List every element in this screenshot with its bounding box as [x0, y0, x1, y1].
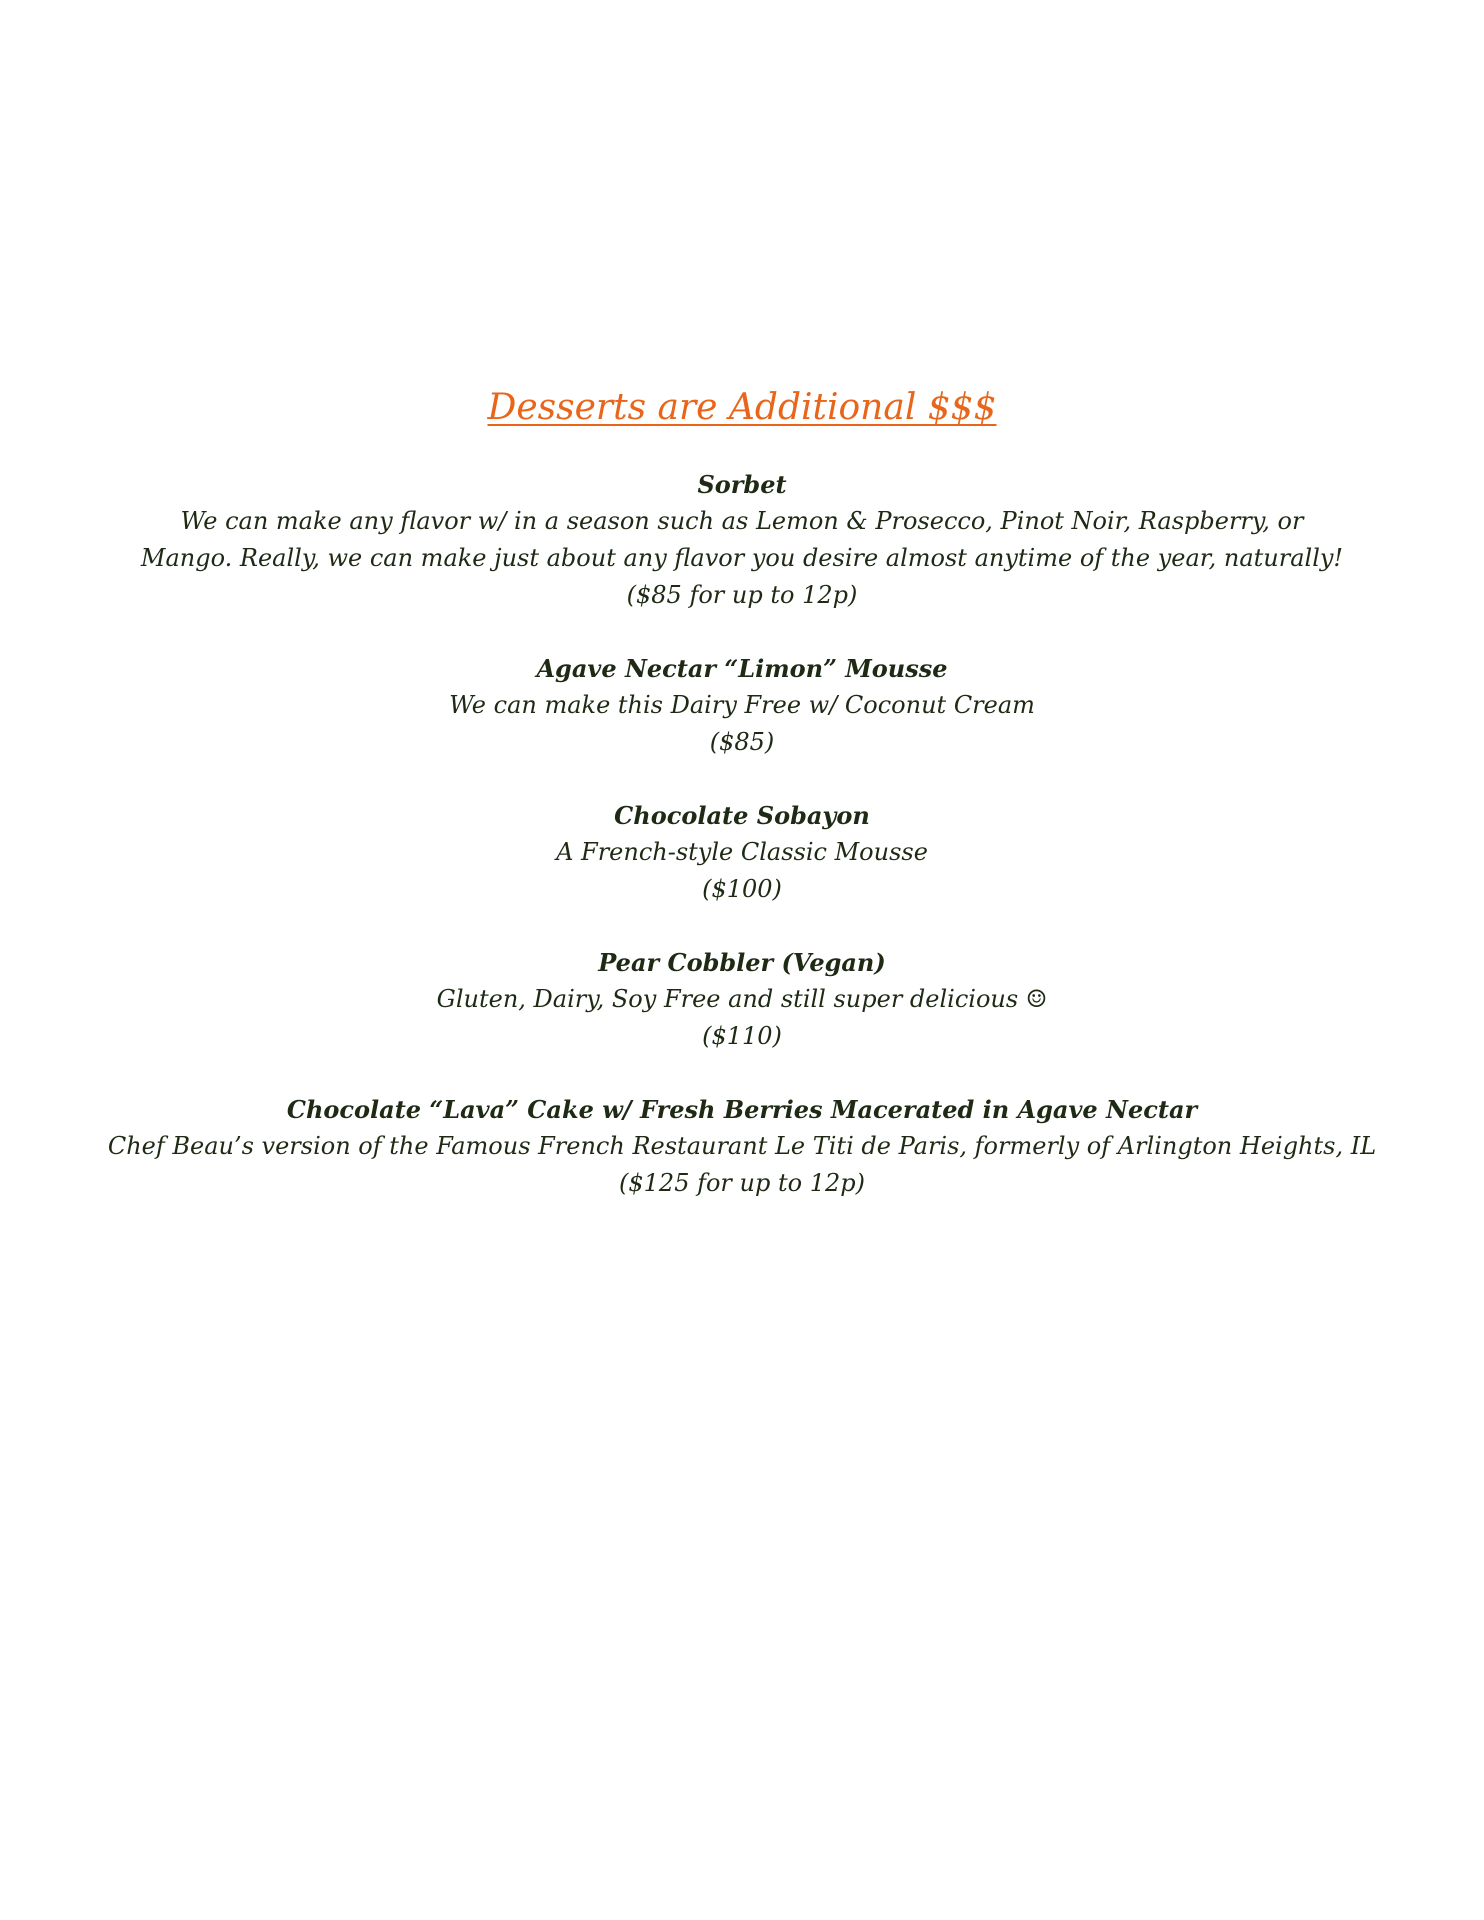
menu-item-description: Gluten, Dairy, Soy Free and still super delicious ☺ [436, 985, 1048, 1013]
menu-item-chocolate-sobayon [100, 797, 1384, 908]
menu-item-description: A French-style Classic Mousse [556, 838, 928, 866]
menu-item-price: ($85 for up to 12p) [626, 581, 858, 609]
menu-content [100, 388, 1384, 1238]
menu-item-name: Sorbet [697, 470, 787, 499]
menu-item-name: Pear Cobbler (Vegan) [598, 948, 886, 977]
menu-item-price: ($110) [702, 1022, 782, 1050]
menu-item-name: Chocolate “Lava” Cake w/ Fresh Berries Macerated in Agave Nectar [286, 1095, 1198, 1124]
menu-item-description: We can make any flavor w/ in a season such as Lemon & Prosecco, Pinot Noir, Raspberry, or Mango. Really, we can make just about any flavor you desire almost anytime of the year, naturally! [140, 507, 1344, 572]
menu-item-name: Chocolate Sobayon [614, 801, 870, 830]
page-title: Desserts are Additional $$$ [487, 387, 997, 428]
menu-item-pear-cobbler [100, 944, 1384, 1055]
menu-item-lava-cake [100, 1091, 1384, 1202]
menu-item-description: We can make this Dairy Free w/ Coconut Cream [449, 691, 1035, 719]
menu-item-description: Chef Beau’s version of the Famous French Restaurant Le Titi de Paris, formerly of Arlington Heights, IL [107, 1132, 1377, 1160]
menu-item-sorbet [100, 466, 1384, 614]
menu-item-limon-mousse [100, 650, 1384, 761]
menu-item-price: ($125 for up to 12p) [619, 1169, 865, 1197]
menu-item-price: ($85) [709, 728, 775, 756]
menu-item-price: ($100) [702, 875, 782, 903]
menu-item-name: Agave Nectar “Limon” Mousse [536, 654, 948, 683]
